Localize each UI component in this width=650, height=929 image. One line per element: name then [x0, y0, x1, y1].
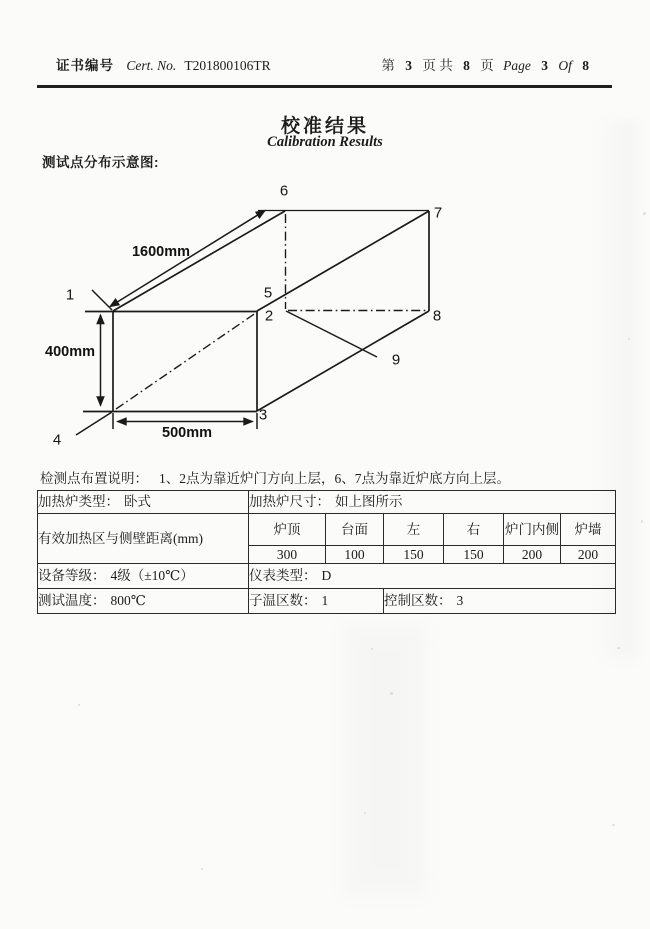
value-wall: 200 — [561, 546, 616, 564]
placement-note — [40, 467, 625, 487]
heating-zone-label-cell: 有效加热区与侧壁距离(mm) — [38, 514, 249, 564]
point-label-7: 7 — [433, 204, 443, 222]
diagram-caption: 测试点分布示意图: — [42, 155, 159, 170]
page-zh-di: 第 — [381, 58, 395, 73]
control-zones-cell — [384, 589, 616, 614]
point-label-8: 8 — [432, 307, 442, 325]
point-label-4: 4 — [52, 431, 62, 449]
furnace-parameters-table — [37, 490, 616, 614]
scan-smudge — [345, 625, 425, 895]
furnace-type-cell — [38, 491, 249, 514]
page-en-number: 3 — [541, 58, 548, 73]
table-row — [38, 491, 616, 514]
col-header-platform: 台面 — [326, 514, 384, 546]
test-temp-cell — [38, 589, 249, 614]
page-total: 8 — [463, 58, 470, 73]
note-label: 检测点布置说明： — [40, 471, 148, 486]
point-label-5: 5 — [263, 284, 273, 302]
point-label-9: 9 — [391, 351, 401, 369]
furnace-size-cell — [249, 491, 616, 514]
dim-label-width: 500mm — [162, 425, 212, 441]
point-label-1: 1 — [65, 286, 75, 304]
page-en-total: 8 — [582, 58, 589, 73]
control-zones-label: 控制区数： — [384, 593, 452, 609]
table-row — [38, 589, 616, 614]
device-grade-cell — [38, 564, 249, 589]
furnace-size-label: 加热炉尺寸： — [249, 494, 330, 510]
box-visible-edges — [83, 211, 429, 412]
sub-zones-label: 子温区数： — [249, 593, 317, 609]
point-label-6: 6 — [279, 182, 289, 200]
cert-number: T201800106TR — [184, 58, 271, 73]
furnace-size-value: 如上图所示 — [335, 494, 403, 510]
value-door-inner: 200 — [504, 546, 561, 564]
dim-label-height: 400mm — [45, 344, 95, 360]
dimension-arrows — [101, 211, 266, 422]
value-platform: 100 — [326, 546, 384, 564]
note-text: 1、2点为靠近炉门方向上层，6、7点为靠近炉底方向上层。 — [159, 471, 510, 486]
device-grade-value: 4级（±10℃） — [110, 568, 194, 584]
point-label-3: 3 — [258, 406, 268, 424]
dim-label-length: 1600mm — [131, 244, 191, 260]
sub-zones-cell — [249, 589, 384, 614]
furnace-type-value: 卧式 — [124, 494, 151, 510]
col-header-right: 右 — [444, 514, 504, 546]
page-title-zh: 校准结果 — [280, 116, 369, 137]
page-en-label: Page — [503, 58, 531, 73]
instrument-type-value: D — [321, 568, 332, 584]
leader-lines — [76, 290, 377, 435]
col-header-left: 左 — [384, 514, 444, 546]
page-zh-ye-gong: 页 共 — [422, 58, 453, 73]
table-row — [38, 514, 616, 546]
col-header-top: 炉顶 — [249, 514, 326, 546]
header-rule — [37, 85, 612, 88]
sub-zones-value: 1 — [321, 593, 329, 609]
cert-label-zh: 证书编号 — [56, 58, 114, 73]
point-label-2: 2 — [264, 307, 274, 325]
furnace-type-label: 加热炉类型： — [38, 494, 119, 510]
page-zh-ye: 页 — [480, 58, 494, 73]
instrument-type-label: 仪表类型： — [249, 568, 317, 584]
certificate-number-line — [56, 54, 271, 74]
value-left: 150 — [384, 546, 444, 564]
value-right: 150 — [444, 546, 504, 564]
cert-label-en: Cert. No. — [126, 58, 177, 73]
test-temp-value: 800℃ — [110, 593, 146, 609]
col-header-wall: 炉墙 — [561, 514, 616, 546]
device-grade-label: 设备等级： — [38, 568, 106, 584]
page-title-en: Calibration Results — [267, 134, 383, 150]
col-header-door-inner: 炉门内侧 — [504, 514, 561, 546]
table-row — [38, 564, 616, 589]
instrument-type-cell — [249, 564, 616, 589]
page-en-of: Of — [558, 58, 572, 73]
page-number-line — [378, 54, 593, 74]
value-top: 300 — [249, 546, 326, 564]
control-zones-value: 3 — [456, 593, 464, 609]
test-temp-label: 测试温度： — [38, 593, 106, 609]
page-number: 3 — [405, 58, 412, 73]
